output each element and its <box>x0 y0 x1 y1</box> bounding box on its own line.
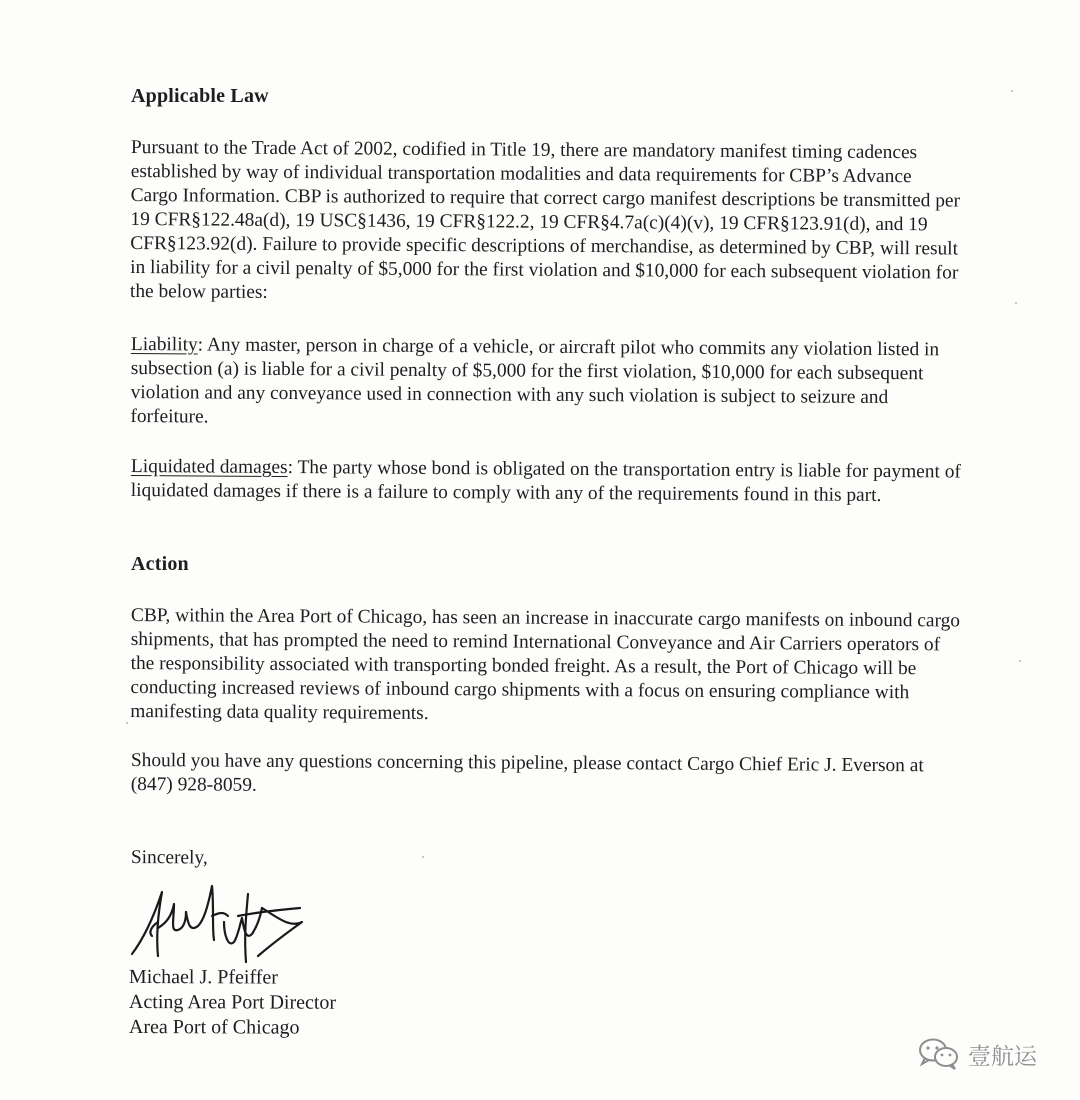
paper-speck <box>1011 90 1013 92</box>
closing-line: Sincerely, <box>130 847 208 869</box>
paper-speck <box>126 722 128 724</box>
liquidated-damages-text: : The party whose bond is obligated on the transportation entry is liable for payment of liquidated damages if there is a failure to comply with any of the requirements found in this part. <box>130 457 961 506</box>
liquidated-damages-paragraph <box>131 455 961 509</box>
paper-speck <box>422 856 424 858</box>
liability-text: : Any master, person in charge of a vehicle, or aircraft pilot who commits any violation listed in subsection (a) is liable for a civil penalty of $5,000 for the first violation, $10,000 for each subsequent violation and any conveyance used in connection with any such violation is subject to seizure and forfeiture. <box>130 334 940 428</box>
liability-paragraph <box>130 333 961 435</box>
action-paragraph: CBP, within the Area Port of Chicago, has seen an increase in inaccurate cargo manifests on inbound cargo shipments, that has prompted the need to remind International Conveyance and Air Carriers operators of the responsibility associated with transporting bonded freight. As a result, the Port of Chicago will be conducting increased reviews of inbound cargo shipments with a focus on ensuring compliance with manifesting data quality requirements. <box>130 605 961 724</box>
contact-paragraph: Should you have any questions concerning this pipeline, please contact Cargo Chief Eric J. Everson at (847) 928-8059. <box>130 750 924 796</box>
applicable-law-heading: Applicable Law <box>131 85 269 107</box>
wechat-icon <box>918 1037 960 1071</box>
paper-speck <box>1019 660 1021 662</box>
signer-office: Area Port of Chicago <box>128 1016 300 1039</box>
watermark-text: 壹航运 <box>968 1043 1037 1070</box>
paper-speck <box>1015 302 1017 304</box>
action-heading: Action <box>131 553 189 575</box>
handwritten-signature <box>128 876 313 966</box>
liquidated-damages-term: Liquidated damages <box>130 455 288 479</box>
applicable-law-paragraph: Pursuant to the Trade Act of 2002, codified in Title 19, there are mandatory manifest timing cadences established by way of individual transportation modalities and data requirements for CBP’s Advance Cargo Information. CBP is authorized to require that correct cargo manifest descriptions be transmitted per 19 CFR§122.48a(d), 19 USC§1436, 19 CFR§122.2, 19 CFR§4.7a(c)(4)(v), 19 CFR§123.91(d), and 19 CFR§123.92(d). Failure to provide specific descriptions of merchandise, as determined by CBP, will result in liability for a civil penalty of $5,000 for the first violation and $10,000 for each subsequent violation for the below parties: <box>129 136 961 303</box>
signer-name: Michael J. Pfeiffer <box>128 966 279 989</box>
watermark <box>918 1036 1037 1072</box>
liability-term: Liability <box>130 333 198 356</box>
signer-title: Acting Area Port Director <box>128 991 337 1014</box>
